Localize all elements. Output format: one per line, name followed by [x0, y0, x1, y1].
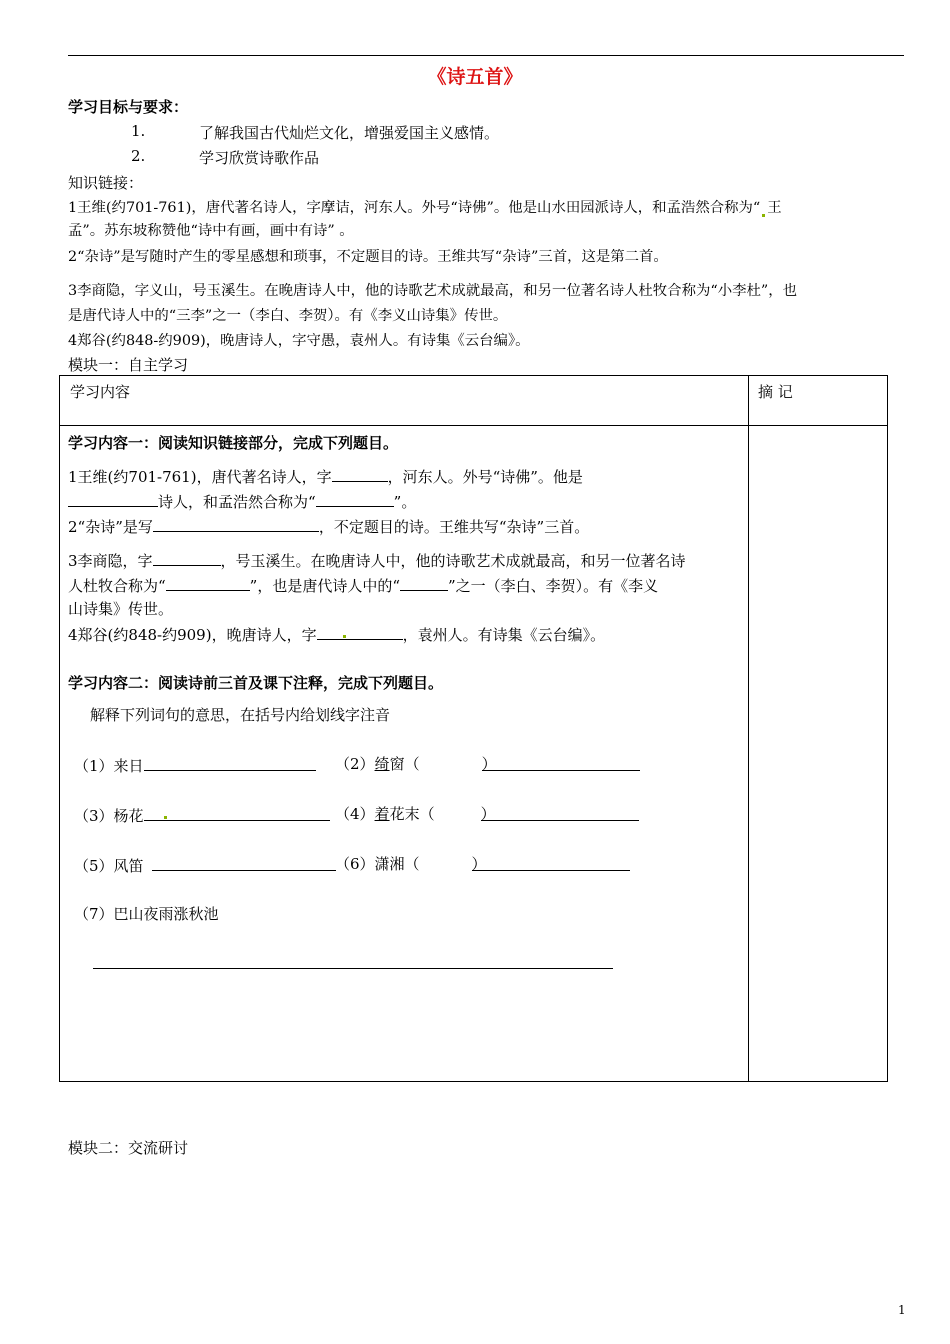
item-1	[74, 753, 316, 776]
q1-text-a: 1王维(约701-761)，唐代著名诗人，字	[68, 468, 332, 486]
section1-q3-line2	[68, 573, 658, 596]
q2-text-b: ，不定题目的诗。王维共写“杂诗”三首。	[318, 518, 590, 536]
table-column-divider	[748, 376, 749, 1081]
item-3-label: （3）杨花	[74, 807, 144, 825]
mark-dot-icon	[762, 214, 765, 217]
knowledge-p3-line1: 3李商隐，字义山，号玉溪生。在晚唐诗人中，他的诗歌艺术成就最高，和另一位著名诗人杜牧合称为“小李杜”，也	[68, 283, 798, 299]
item-4-label-underlined: 着	[374, 805, 390, 823]
q2-text-a: 2“杂诗”是写	[68, 518, 153, 536]
knowledge-p1-line2: 孟”。苏东坡称赞他“诗中有画，画中有诗” 。	[68, 223, 354, 239]
item-5-label: （5）风笛	[74, 857, 144, 875]
item-3	[74, 803, 330, 826]
page-title: 《诗五首》	[427, 66, 523, 88]
item-4-blank[interactable]	[481, 803, 639, 821]
knowledge-p1-line1	[68, 196, 782, 217]
mark-dot-icon	[164, 816, 167, 819]
item-4-close-paren: ）	[480, 805, 496, 823]
study-table	[59, 375, 888, 1082]
section1-q3-line1	[68, 548, 686, 571]
item-1-label: （1）来日	[74, 757, 144, 775]
q1-text-d: ”。	[393, 493, 417, 511]
item-1-blank[interactable]	[144, 753, 316, 771]
q3-text-d: ”，也是唐代诗人中的“	[249, 577, 401, 595]
q3-text-c: 人杜牧合称为“	[68, 577, 166, 595]
table-header-content: 学习内容	[70, 383, 131, 401]
q3-blank-joint-name[interactable]	[166, 573, 250, 591]
item-6-label: （6）潇湘（	[335, 855, 420, 873]
item-7-label: （7）巴山夜雨涨秋池	[74, 905, 219, 923]
mark-dot-icon	[343, 635, 346, 638]
knowledge-p1-line1-end: 王	[767, 200, 782, 216]
section1-q4	[68, 622, 605, 645]
page-number: 1	[898, 1303, 906, 1317]
item-4-label-post: 花末（	[389, 805, 435, 823]
knowledge-p2: 2“杂诗”是写随时产生的零星感想和琐事，不定题目的诗。王维共写“杂诗”三首，这是第二首。	[68, 249, 668, 265]
q3-text-b: ，号玉溪生。在晚唐诗人中，他的诗歌艺术成就最高，和另一位著名诗	[220, 552, 686, 570]
module1-label: 模块一：自主学习	[68, 356, 189, 374]
section1-q1-line1	[68, 464, 583, 487]
section1-q2	[68, 514, 589, 537]
section1-q1-line2	[68, 489, 416, 512]
q4-text-a: 4郑谷(约848-约909)，晚唐诗人，字	[68, 626, 317, 644]
q3-text-a: 3李商隐，字	[68, 552, 153, 570]
q2-blank[interactable]	[153, 514, 319, 532]
q3-blank-group[interactable]	[400, 573, 448, 591]
q1-blank-joint-name[interactable]	[316, 489, 394, 507]
item-2-label-post: 窗（	[389, 755, 420, 773]
section2-heading: 学习内容二：阅读诗前三首及课下注释，完成下列题目。	[68, 674, 444, 692]
item-2-close-paren: ）	[481, 755, 497, 773]
item-4	[335, 803, 639, 824]
q3-blank-style-name[interactable]	[153, 548, 221, 566]
section1-q3-line3: 山诗集》传世。	[68, 600, 174, 618]
q1-text-c: 诗人，和孟浩然合称为“	[158, 493, 316, 511]
section2-instruction: 解释下列词句的意思，在括号内给划线字注音	[90, 706, 391, 724]
knowledge-p3-line2: 是唐代诗人中的“三李”之一（李白、李贺）。有《李义山诗集》传世。	[68, 308, 508, 324]
goal-item-2-num: 2.	[131, 147, 146, 165]
item-5	[74, 853, 336, 876]
q4-blank[interactable]	[317, 622, 403, 640]
goal-item-1-text: 了解我国古代灿烂文化，增强爱国主义感情。	[199, 124, 500, 142]
item-6-blank[interactable]	[472, 853, 630, 871]
q1-text-b: ，河东人。外号“诗佛”。他是	[387, 468, 583, 486]
table-header-notes: 摘 记	[758, 383, 793, 401]
header-rule	[68, 55, 904, 56]
item-2-label-pre: （2）	[335, 755, 375, 773]
item-2-label-underlined: 绮	[374, 755, 390, 773]
q1-blank-style-name[interactable]	[332, 464, 388, 482]
q4-text-b: ，袁州人。有诗集《云台编》。	[402, 626, 606, 644]
module2-label: 模块二：交流研讨	[68, 1139, 189, 1157]
item-2	[335, 753, 640, 774]
item-4-label-pre: （4）	[335, 805, 375, 823]
goal-item-2-text: 学习欣赏诗歌作品	[199, 149, 320, 167]
q1-blank-school[interactable]	[68, 489, 158, 507]
item-5-blank[interactable]	[152, 853, 336, 871]
section1-heading: 学习内容一：阅读知识链接部分，完成下列题目。	[68, 434, 399, 452]
knowledge-heading: 知识链接：	[68, 174, 144, 192]
item-6	[335, 853, 630, 874]
knowledge-p1-line1-text: 1王维(约701-761)，唐代著名诗人，字摩诘，河东人。外号“诗佛”。他是山水田园派诗人，和孟浩然合称为“	[68, 200, 761, 216]
table-header-divider	[60, 425, 887, 426]
goals-heading: 学习目标与要求：	[68, 98, 189, 116]
goal-item-1-num: 1.	[131, 122, 146, 140]
q3-text-e: ”之一（李白、李贺）。有《李义	[448, 577, 659, 595]
item-6-close-paren: ）	[471, 855, 487, 873]
item-7-answer-line[interactable]	[93, 968, 613, 969]
knowledge-p4: 4郑谷(约848-约909)，晚唐诗人，字守愚，袁州人。有诗集《云台编》。	[68, 333, 530, 349]
item-2-blank[interactable]	[482, 753, 640, 771]
item-3-blank[interactable]	[144, 803, 330, 821]
